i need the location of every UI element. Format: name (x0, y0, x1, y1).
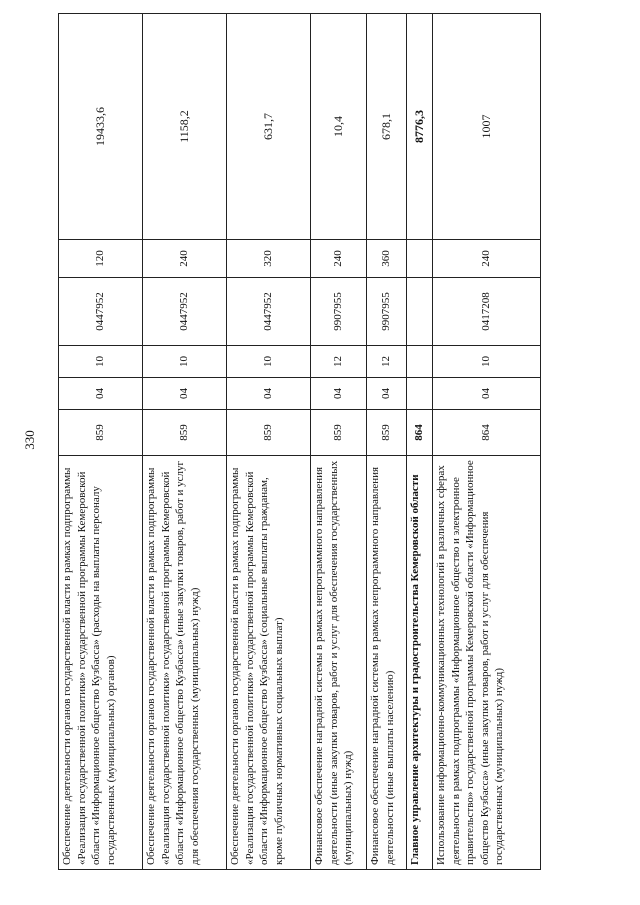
cell-department-code: 864 (407, 410, 433, 456)
cell-expense-type (407, 240, 433, 278)
cell-section: 04 (59, 378, 143, 410)
cell-subsection: 10 (59, 346, 143, 378)
cell-target-article (407, 278, 433, 346)
cell-department-code: 859 (311, 410, 367, 456)
cell-target-article: 9907955 (311, 278, 367, 346)
cell-subsection: 10 (143, 346, 227, 378)
cell-expense-type: 240 (143, 240, 227, 278)
cell-department-code: 859 (367, 410, 407, 456)
cell-department-code: 864 (433, 410, 541, 456)
table-row (311, 14, 367, 870)
cell-target-article: 9907955 (367, 278, 407, 346)
cell-subsection: 10 (433, 346, 541, 378)
cell-target-article: 0447952 (59, 278, 143, 346)
cell-section: 04 (227, 378, 311, 410)
cell-subsection: 12 (311, 346, 367, 378)
cell-expense-type: 120 (59, 240, 143, 278)
table-row (433, 14, 541, 870)
cell-department-code: 859 (227, 410, 311, 456)
row-name: Обеспечение деятельности органов государственной власти в рамках подпрограммы «Реализация государственной политики» государственной программы Кемеровской области «Информационное общество Кузбасса» (расходы на выплаты персоналу государственных (муниципальных) органов) (59, 456, 143, 870)
table-row (143, 14, 227, 870)
cell-expense-type: 240 (433, 240, 541, 278)
cell-section: 04 (367, 378, 407, 410)
cell-target-article: 0447952 (227, 278, 311, 346)
row-name: Использование информационно-коммуникационных технологий в различных сферах деятельности в рамках подпрограммы «Информационное общество и электронное правительство» государственной программы Кемеровской области «Информационное общество Кузбасса» (иные закупки товаров, работ и услуг для обеспечения государственных (муниципальных) нужд) (433, 456, 541, 870)
cell-expense-type: 240 (311, 240, 367, 278)
cell-sum: 10,4 (311, 14, 367, 240)
cell-sum: 1007 (433, 14, 541, 240)
table-row (227, 14, 311, 870)
cell-department-code: 859 (59, 410, 143, 456)
table-row (59, 14, 143, 870)
cell-section: 04 (143, 378, 227, 410)
cell-expense-type: 320 (227, 240, 311, 278)
row-name: Финансовое обеспечение наградной системы в рамках непрограммного направления деятельности (иные выплаты населению) (367, 456, 407, 870)
cell-section: 04 (311, 378, 367, 410)
row-name: Главное управление архитектуры и градостроительства Кемеровской области (407, 456, 433, 870)
cell-sum: 1158,2 (143, 14, 227, 240)
page-number: 330 (22, 430, 37, 450)
cell-sum: 631,7 (227, 14, 311, 240)
cell-sum: 8776,3 (407, 14, 433, 240)
cell-department-code: 859 (143, 410, 227, 456)
cell-subsection: 10 (227, 346, 311, 378)
cell-target-article: 0447952 (143, 278, 227, 346)
row-name: Обеспечение деятельности органов государственной власти в рамках подпрограммы «Реализация государственной политики» государственной программы Кемеровской области «Информационное общество Кузбасса» (иные закупки товаров, работ и услуг для обеспечения государственных (муниципальных) нужд) (143, 456, 227, 870)
cell-section: 04 (433, 378, 541, 410)
cell-sum: 678,1 (367, 14, 407, 240)
row-name: Обеспечение деятельности органов государственной власти в рамках подпрограммы «Реализация государственной политики» государственной программы Кемеровской области «Информационное общество Кузбасса» (социальные выплаты гражданам, кроме публичных нормативных социальных выплат) (227, 456, 311, 870)
row-name: Финансовое обеспечение наградной системы в рамках непрограммного направления деятельности (иные закупки товаров, работ и услуг для обеспечения государственных (муниципальных) нужд) (311, 456, 367, 870)
cell-sum: 19433,6 (59, 14, 143, 240)
cell-expense-type: 360 (367, 240, 407, 278)
table-row-total (407, 14, 433, 870)
cell-section (407, 378, 433, 410)
cell-subsection (407, 346, 433, 378)
cell-subsection: 12 (367, 346, 407, 378)
table-row (367, 14, 407, 870)
budget-table (58, 13, 541, 870)
cell-target-article: 0417208 (433, 278, 541, 346)
rotated-table-container (58, 14, 540, 870)
